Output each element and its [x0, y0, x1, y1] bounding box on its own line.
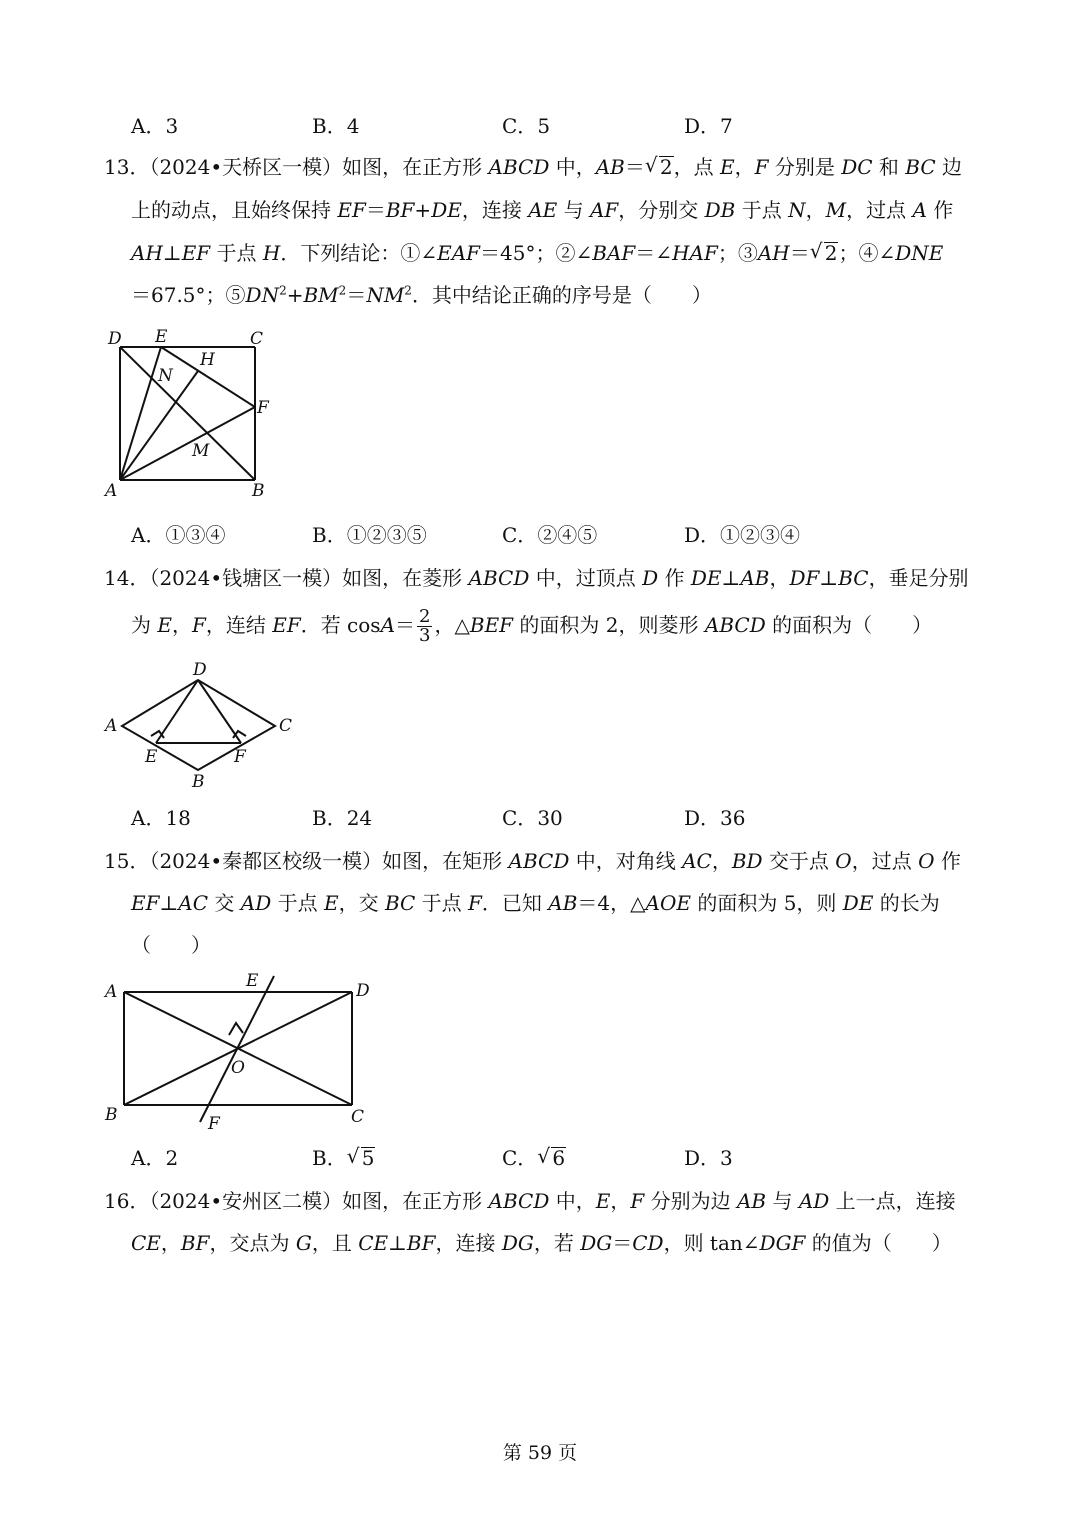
label-H: H — [200, 350, 215, 370]
q14-line-1: 14．（2024•钱塘区一模）如图，在菱形 ABCD 中，过顶点 D 作 DE⊥AB，DF⊥BC，垂足分别 — [104, 566, 969, 590]
q15-line-2: EF⊥AC 交 AD 于点 E，交 BC 于点 F．已知 AB＝4，△AOE 的面积为 5，则 DE 的长为 — [131, 891, 940, 915]
q13-line-1: 13．（2024•天桥区一模）如图，在正方形 ABCD 中，AB＝√ 2，点 E，F 分别是 DC 和 BC 边 — [104, 153, 962, 181]
q13-line-4: ＝67.5°；$⑤DN^2+BM^2=NM^2$．其中结论正确的序号是（ ） — [131, 283, 712, 307]
q13-option-c: C．②④⑤ — [502, 523, 598, 547]
label-C: C — [250, 329, 264, 349]
label-A: A — [105, 716, 118, 736]
q12-option-d: D．7 — [684, 114, 733, 138]
label-F: F — [257, 398, 269, 418]
label-B: B — [252, 481, 265, 501]
q14-option-c: C．30 — [502, 806, 563, 830]
label-E: E — [145, 747, 158, 767]
q14-option-d: D．36 — [684, 806, 746, 830]
q14-line-2: 为 E，F，连结 EF．若 cosA＝ $\frac{2}{3}$ ，△BEF 的面积为 2，则菱形 ABCD 的面积为（ ） — [131, 606, 933, 646]
label-A: A — [105, 481, 118, 501]
q15-line-3: （ ） — [131, 933, 211, 957]
q13-option-a: A．①③④ — [131, 523, 226, 547]
q12-option-c: C．5 — [502, 114, 551, 138]
label-O: O — [231, 1058, 245, 1078]
label-D: D — [108, 329, 122, 349]
page-footer: 第 59 页 — [502, 1442, 578, 1464]
q15-figure — [100, 970, 380, 1135]
label-F: F — [234, 747, 246, 767]
q14-figure — [100, 658, 300, 793]
q13-line-3: AH⊥EF 于点 H．下列结论：①∠EAF＝45°；②∠BAF＝∠HAF；③AH＝√ 2；④∠DNE — [131, 239, 943, 267]
label-D: D — [356, 981, 370, 1001]
label-M: M — [192, 441, 210, 461]
label-C: C — [279, 716, 293, 736]
q12-option-a: A．3 — [131, 114, 179, 138]
q14-option-a: A．18 — [131, 806, 191, 830]
label-B: B — [192, 772, 205, 792]
q15-option-d: D．3 — [684, 1146, 733, 1170]
q15-option-c: C．√ 6 — [502, 1144, 566, 1172]
label-C: C — [351, 1107, 365, 1127]
label-A: A — [105, 982, 118, 1002]
q14-option-b: B．24 — [312, 806, 373, 830]
q15-option-b: B．√ 5 — [312, 1144, 375, 1172]
q13-figure — [100, 325, 280, 505]
label-E: E — [246, 971, 259, 991]
label-B: B — [105, 1105, 118, 1125]
label-F: F — [208, 1114, 220, 1134]
q16-line-1: 16．（2024•安州区二模）如图，在正方形 ABCD 中，E，F 分别为边 AB 与 AD 上一点，连接 — [104, 1189, 956, 1213]
q15-line-1: 15．（2024•秦都区校级一模）如图，在矩形 ABCD 中，对角线 AC，BD 交于点 O，过点 O 作 — [104, 849, 961, 873]
q16-line-2: CE，BF，交点为 G，且 CE⊥BF，连接 DG，若 DG＝CD，则 tan∠DGF 的值为（ ） — [131, 1231, 952, 1255]
label-N: N — [158, 366, 173, 386]
q12-option-b: B．4 — [312, 114, 360, 138]
q13-option-b: B．①②③⑤ — [312, 523, 427, 547]
label-E: E — [155, 327, 168, 347]
q13-option-d: D．①②③④ — [684, 523, 801, 547]
label-D: D — [193, 660, 207, 680]
q13-line-2: 上的动点，且始终保持 EF＝BF+DE，连接 AE 与 AF，分别交 DB 于点 N，M，过点 A 作 — [131, 198, 954, 222]
q15-option-a: A．2 — [131, 1146, 179, 1170]
